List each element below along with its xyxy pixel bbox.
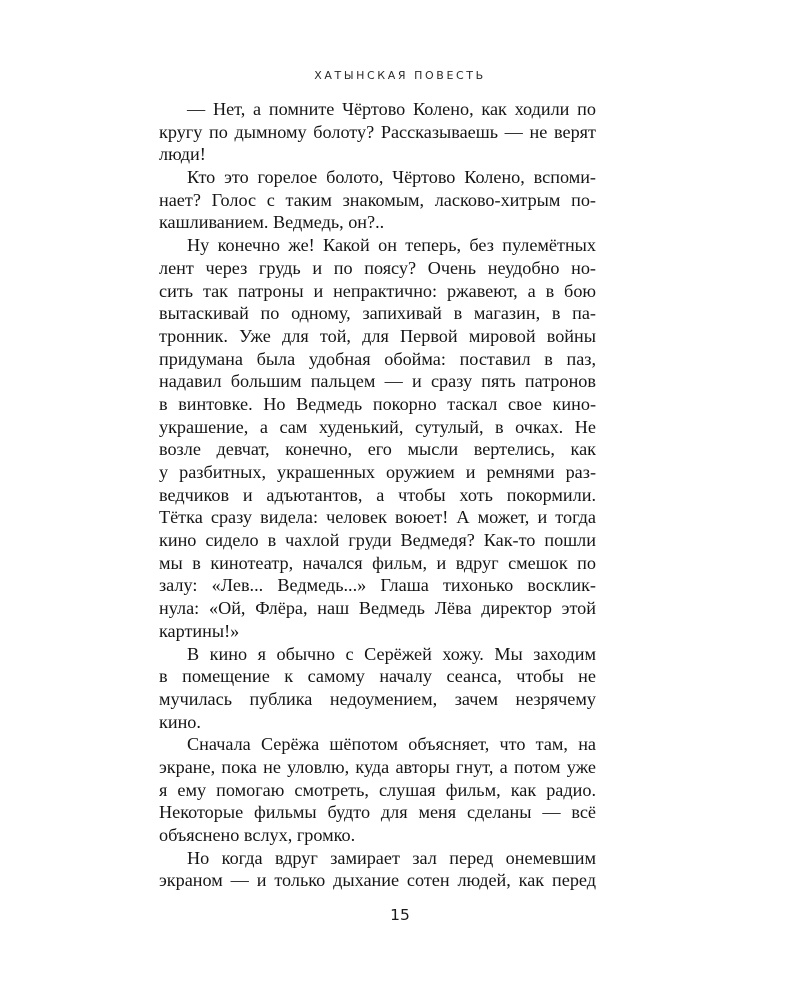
text-line: ведчиков и адъютантов, а чтобы хоть покормили. (159, 484, 596, 505)
text-line: кино. (159, 711, 201, 732)
text-line: сить так патроны и непрактично: ржавеют, а в бою (159, 280, 596, 301)
text-line: нает? Голос с таким знакомым, ласково-хитрым по- (159, 189, 596, 210)
text-line: надавил большим пальцем — и сразу пять патронов (159, 371, 596, 392)
running-head: ХАТЫНСКАЯ ПОВЕСТЬ (314, 69, 486, 82)
text-line: Сначала Серёжа шёпотом объясняет, что там, на (187, 734, 596, 755)
text-line: в помещение к самому началу сеанса, чтобы не (159, 666, 596, 687)
paragraph (159, 166, 596, 234)
text-line: люди! (159, 144, 206, 165)
text-line: нула: «Ой, Флёра, наш Ведмедь Лёва директор этой (159, 598, 596, 619)
paragraph (159, 733, 596, 846)
text-line: объяснено вслух, громко. (159, 825, 356, 845)
text-line: кругу по дымному болоту? Рассказываешь — не верят (159, 121, 596, 142)
text-line: Некоторые фильмы будто для меня сделаны — всё (159, 802, 596, 823)
paragraph (159, 234, 596, 642)
text-line: вытаскивай по одному, запихивай в магазин, в па- (159, 303, 596, 324)
text-line: придумана была удобная обойма: поставил в паз, (159, 348, 596, 369)
text-line: Ну конечно же! Какой он теперь, без пулемётных (187, 235, 596, 256)
text-line: в винтовке. Но Ведмедь покорно таскал свое кино- (159, 393, 596, 414)
text-line: залу: «Лев... Ведмедь...» Глаша тихонько восклик- (159, 575, 596, 596)
text-line: кашливанием. Ведмедь, он?.. (159, 212, 385, 233)
text-line: я ему помогаю смотреть, слушая фильм, как радио. (159, 779, 596, 800)
text-line: экране, пока не уловлю, куда авторы гнут, а потом уже (159, 756, 596, 777)
text-line: у разбитных, украшенных оружием и ремнями раз- (159, 462, 596, 482)
text-line: Тётка сразу видела: человек воюет! А может, и тогда (159, 507, 596, 528)
text-line: — Нет, а помните Чёртово Колено, как ходили по (187, 99, 596, 119)
text-line: Но когда вдруг замирает зал перед онемевшим (187, 847, 596, 868)
page-number: 15 (390, 906, 410, 924)
text-line: картины!» (159, 620, 240, 641)
text-line: тронник. Уже для той, для Первой мировой войны (159, 325, 596, 346)
text-line: В кино я обычно с Серёжей хожу. Мы заходим (187, 643, 596, 664)
paragraph (159, 98, 596, 166)
text-line: украшение, а сам худенький, сутулый, в очках. Не (159, 416, 596, 437)
text-line: возле девчат, конечно, его мысли вертелись, как (159, 439, 596, 460)
text-line: Кто это горелое болото, Чёртово Колено, вспоми- (187, 167, 596, 188)
paragraph (159, 643, 596, 734)
text-line: мы в кинотеатр, начался фильм, и вдруг смешок по (159, 552, 596, 573)
paragraph (159, 847, 596, 892)
text-line: экраном — и только дыхание сотен людей, как перед (159, 870, 596, 891)
text-line: кино сидело в чахлой груди Ведмедя? Как-то пошли (159, 530, 596, 551)
text-line: мучилась публика недоумением, зачем незрячему (159, 688, 596, 709)
body-text (159, 98, 596, 892)
text-line: лент через грудь и по поясу? Очень неудобно но- (159, 257, 596, 278)
